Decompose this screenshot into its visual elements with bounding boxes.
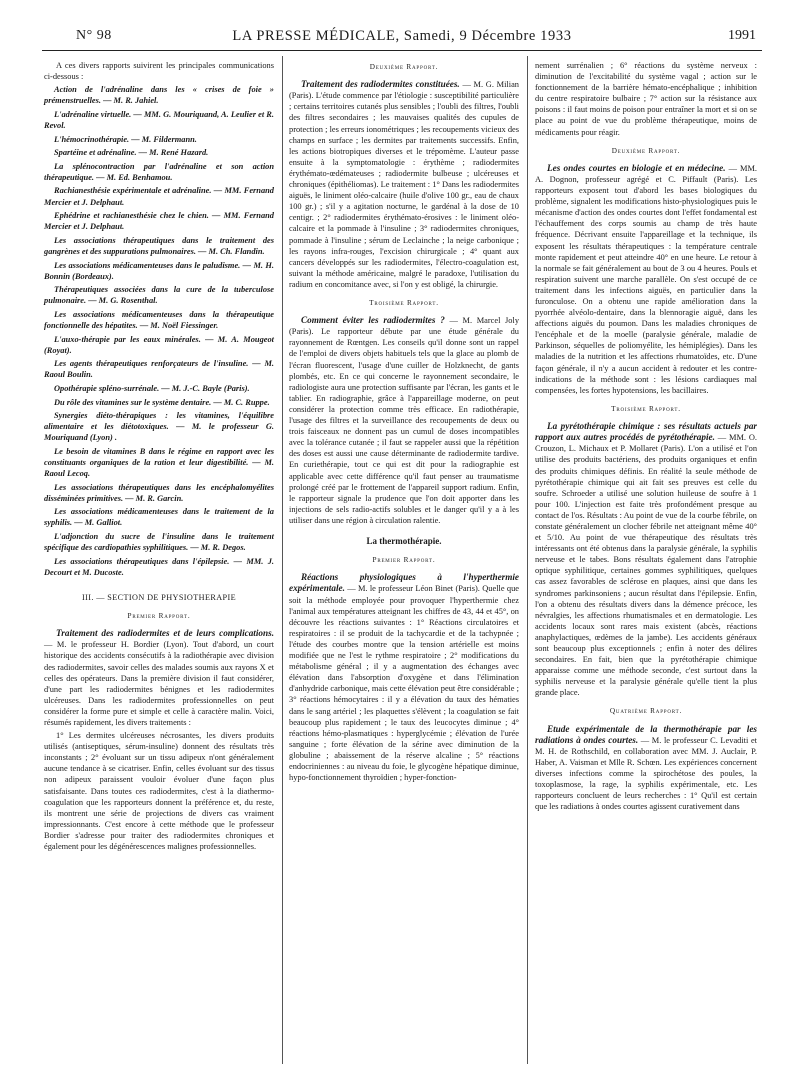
continued-paragraph: nement surrénalien ; 6° réactions du système nerveux : diminution de l'excitabilité du système vagal ; action sur le fonctionnement de la barrière hémato-encéphalique ; inhibition du centre respiratoire bulbaire ; 7° action sur la résistance aux poisons : il faut moins de poison pour entraîner la mort et si on se place au point de vue du problème thérapeutique, moins de médicaments pour réagir. <box>535 61 757 137</box>
list-item: Les associations thérapeutiques dans les encéphalomyélites disséminées primitives. — M. R. Garcin. <box>44 482 274 503</box>
report-heading: Troisième Rapport. <box>369 298 439 307</box>
issue-number: N° 98 <box>76 28 112 43</box>
list-item: Synergies diéto-thérapiques : les vitamines, l'équilibre alimentaire et les diétotoxiques. — M. le professeur G. Mouriquand (Lyon) . <box>44 411 274 443</box>
report-author: — M. Marcel Joly (Paris). <box>289 316 520 337</box>
header-rule <box>42 50 762 51</box>
report-author: — M. G. Milian (Paris). <box>289 80 519 101</box>
report-body: Tout d'abord, un court historique des accidents consécutifs à la radiothérapie avec division des radiodermites, savoir celles des malades soumis aux rayons X et celles des opérateurs. Dans la première division il faut considérer, d'une part les radiodermites bénignes et les radiodermites ulcéreuses. Dans les radiodermites professionnelles on peut considérer la forme pure et simple et celle à caractère malin. Voici, résumés rapidement, les divers traitements : <box>44 640 274 727</box>
report-title: Etude expérimentale de la thermothérapie par les radiations à ondes courtes. <box>535 723 757 745</box>
column-divider <box>527 56 528 1064</box>
list-item: Les associations médicamenteuses dans le paludisme. — M. H. Bonnin (Bordeaux). <box>44 260 274 281</box>
report-body: 1° Les dermites ulcéreuses nécrosantes, les divers produits utilisés (antiseptiques, sérum-insuline) donnent des résultats très inconstants ; 2° évoluant sur un tissu adipeux n'ont généralement aucune tendance à se cicatriser. Enfin, celles évoluant sur des tissus non adipeux paraissent vouloir évoluer d'une façon plus satisfaisante. Dans toutes ces radiodermites, c'est à la diathermo-coagulation que les rapporteurs donnent la préférence et, du reste, ils montrent une série de projections de divers cas vraiment impressionnants. C'est encore à cette méthode que le professeur Bordier s'adresse pour traiter des radiodermites chroniques et également pour les dégénérescences malignes professionnelles. <box>44 731 274 852</box>
report-heading: Deuxième Rapport. <box>611 146 681 155</box>
list-item: L'hémocrinothérapie. — M. Fildermann. <box>54 134 197 144</box>
report-title: Traitement des radiodermites et de leurs complications. <box>56 628 274 639</box>
report-heading: Premier Rapport. <box>372 556 436 565</box>
report-body: L'on a utilisé et l'on utilise des produits bactériens, des produits organiques et enfin des produits chimiques définis. En réalité la seule méthode de pyrétothérapie chimique qui ait fait ses preuves est celle du soufre. Schroeder a utilisé une solution huileuse de soufre à 1 pour 100. L'injection est faite très profondément presque au contact de l'os. Résultats : Au point de vue de la courbe fébrile, on constate généralement un clocher fébrile net atteignant même 40° et 5/10. Au point de vue thérapeutique des résultats très intéressants ont été obtenus dans la paralysie générale, la syphilis nerveuse et le tabes. Bons résultats également dans l'atrophie optique syphilitique, certaines gommes syphilitiques, quelques cas assez favorables de sclérose en plaques, ainsi que dans les syndromes parkinsoniens ; aucun résultat dans l'épilepsie. Enfin, l'on a obtenu des résultats divers dans la démence précoce, les névralgies, les affections rhumatismales et en dermatologie. Les accidents locaux sont rares mais existent (abcès, réactions anaphylactiques, œdèmes de la jambe). Les accidents généraux sont beaucoup plus exceptionnels ; enfin à noter des délires secondaires. En fait, bien que la pyrétothérapie chimique apparaisse comme une méthode seconde, c'est surtout dans la syphilis nerveuse et la paralysie générale qu'elle tient la plus grande place. <box>535 444 758 698</box>
column-2 <box>289 60 519 785</box>
list-item: Les associations thérapeutiques dans l'épilepsie. — MM. J. Decourt et M. Ducoste. <box>44 556 274 577</box>
report-body: Les expériences concernent diverses infections comme la spirochétose des poules, la toxoplasmose, la rage, la syphilis expérimentale, etc. Les rapporteurs concluent de leurs recherches : 1° Qu'il est certain que les radiations à ondes courtes agissent curativement dans <box>535 758 757 812</box>
report-author: — M. le professeur Léon Binet (Paris). <box>347 584 480 594</box>
communications-list <box>44 84 274 578</box>
journal-title: LA PRESSE MÉDICALE, Samedi, 9 Décembre 1933 <box>232 28 572 44</box>
list-item: Les associations médicamenteuses dans la thérapeutique fonctionnelle des hépatites. — M. Noël Fiessinger. <box>44 309 274 330</box>
list-item: Thérapeutiques associées dans la cure de la tuberculose pulmonaire. — M. G. Rosenthal. <box>44 285 274 306</box>
list-item: L'adrénaline virtuelle. — MM. G. Mouriquand, A. Leulier et R. Revol. <box>44 109 274 130</box>
list-item: Les associations médicamenteuses dans le traitement de la syphilis. — M. Galliot. <box>44 507 274 528</box>
report-title: Les ondes courtes en biologie et en médecine. <box>547 162 726 173</box>
report-title: Comment éviter les radiodermites ? <box>301 315 445 326</box>
list-item: Action de l'adrénaline dans les « crises de foie » prémenstruelles. — M. R. Jahiel. <box>44 85 274 106</box>
report-heading: Deuxième Rapport. <box>369 63 439 71</box>
report-body: Quelle que soit la méthode employée pour provoquer l'hyperthermie chez l'animal aux températures atteignant les chiffres de 43, 44 et 45°, on découvre les réactions suivantes : 1° Réactions circulatoires et respiratoires : il se produit de la tachycardie et de la tachypnée ; l'étude des courbes montre que la tension artérielle est moins modifiée que ne l'est le rythme respiratoire ; 2° modifications du métabolisme général ; il y a augmentation des échanges avec élévation dans l'absorption d'oxygène et dans l'élimination d'anhydride carbonique, mais cette élévation peut être considérable ; 3° réactions hémocytaires : il y a élévation du taux des hématies dans le sang artériel ; les plaquettes s'élèvent ; la coagulation se fait beaucoup plus rapidement ; le taux des leucocytes diminue ; 4° réactions hémo-plasmatiques : hyperglycémie ; élévation de l'urée sanguine ; forte élévation de la sérine avec diminution de la globuline ; abaissement de la réserve alcaline ; 5° réactions endocriniennes : au niveau du foie, le glycogène hépatique diminue, hypo-fonctionnement thyroïdien ; hyper-fonction- <box>289 584 520 783</box>
list-item: L'auxo-thérapie par les eaux minérales. — M. A. Mougeot (Royat). <box>44 334 274 355</box>
column-1 <box>44 60 274 854</box>
report-author: — MM. A. Dognon, professeur agrégé et C. Piffault (Paris). <box>535 163 758 184</box>
report-title: Réactions physiologiques à l'hyperthermie expérimentale. <box>289 572 519 594</box>
report-body: L'étude commence par l'étiologie : susceptibilité particulière ; certains territoires cutanés plus sensibles ; l'oubli des filtres, l'oubli des filtres secondaires ; les mauvaises qualités des cupules de protection ; les erreurs ionométriques ; les recoupements vicieux des champs en surface ; les dermites par traitements successifs. Enfin, les actions biotropiques diverses et le trépomème. L'auteur passe ensuite à la symptomatologie : érythème ; radiodermites érythémato-œdémateuses ; radiodermite bulbeuse ; ulcéreuses et chroniques (épithéliomas). Le traitement : 1° Dans les radiodermites aiguës, le liniment oléo-calcaire (huile d'olive 100 gr., eau de chaux 100 gr.) ; s'il y a agitation nocturne, le gardénal à la dose de 10 centigr. ; 2° radiodermites érythémato-érosives : le liniment oléo-calcaire et la pommade à l'insuline ; 3° radiodermites chroniques, pommade à l'insuline ; sérum de Leclainche ; la neige carbonique ; les rayons infra-rouges, l'excision chirurgicale ; 4° quant aux cancers développés sur les radiodermites, l'électro-coagulation est, suivant la méthode américaine, malgré le paradoxe, l'utilisation du radium en concomitance avec, si l'on y est obligé, la chirurgie. <box>289 91 519 289</box>
list-item: Les associations thérapeutiques dans le traitement des gangrènes et des suppurations pulmonaires. — M. Ch. Flandin. <box>44 235 274 256</box>
subsection-heading: La thermothérapie. <box>366 535 442 546</box>
report-body: Le rapporteur débute par une étude générale du rayonnement de Rœntgen. Les conseils qu'il donne sont un rappel de l'emploi de divers objets habituels tels que la glace au plomb de l'écran fluorescent, l'usage d'une cuiller de Holzknecht, de gants plombés, etc. En ce qui concerne le rayonnement secondaire, le radiologiste aura une protection suffisante par l'écran, les gants et le tablier. En radiographie, grâce à l'appareillage moderne, on peut considérer la protection comme très efficace. En radiothérapie, l'usage des filtres et la surveillance des recoupements de deux ou trois faisceaux ne donnent pas un cumul de doses incompatibles avec la tolérance cutanée ; il faut se rappeler aussi que la répétition des doses est aussi une cause déterminante de radiodermite tardive. En curiethérapie, tout ce qui est dit pour la radiographie est applicable avec cette différence qu'il faut penser au traumatisme prolongé créé par le frottement de l'appareil support radium. Enfin, le rapporteur signale la prudence que l'on doit apporter dans les injections de sels radio-actifs solubles et le danger qu'il y a à les utiliser dans une région à circulation ralentie. <box>289 327 519 525</box>
intro-paragraph: A ces divers rapports suivirent les principales communications ci-dessous : <box>44 61 274 82</box>
report-body: Les rapporteurs exposent tout d'abord les bases biologiques du problème, signalent les modifications histo-physiologiques puis le mécanisme d'action des ondes courtes dont l'effet fondamental est l'échauffement des corps soumis au champ de très haute fréquence. Décrivant ensuite l'appareillage et la technique, ils exposent les résultats thérapeutiques : la température centrale monte rapidement et peut atteindre 40° en une heure. Le retour à la normale se fait généralement au bout de 3 ou 4 heures. Pouls et respiration suivent une marche parallèle. On s'est occupé de ce traitement dans les infections aiguës, en particulier dans la furonculose. On a obtenu une rapide amélioration dans la pyorrhée alvéolo-dentaire, dans la blennoragie aiguë, dans les affections aiguës du poumon. Dans les maladies chroniques de l'encéphale et de la moelle (paralysie générale, maladie de Parkinson, séquelles de poliomyélite, les hémiplégies). Dans les maladies de la nutrition et les affections rhumatoïdes, etc. D'une façon générale, il n'y a aucun accident à redouter et les contre-indications de la méthode sont : les lésions cardiaques mal compensées, les fortes hypotensions, les bacillaires. <box>535 174 757 395</box>
section-heading: III. — SECTION DE PHYSIOTHERAPIE <box>81 592 237 602</box>
list-item: Ephédrine et rachianesthésie chez le chien. — MM. Fernand Mercier et J. Delphaut. <box>44 211 274 232</box>
list-item: Opothérapie spléno-surrénale. — M. J.-C. Bayle (Paris). <box>54 383 250 393</box>
report-heading: Premier Rapport. <box>127 612 191 621</box>
list-item: Le besoin de vitamines B dans le régime en rapport avec les constituants organiques de la ration et leur digestibilité. — M. Raoul Lecoq. <box>44 446 274 479</box>
report-heading: Quatrième Rapport. <box>609 707 683 716</box>
list-item: La splénocontraction par l'adrénaline et son action thérapeutique. — M. Ed. Benhamou. <box>44 161 274 182</box>
report-author: — M. le professeur C. Levaditi et M. H. de Rothschild, en collaboration avec MM. J. Auclair, P. Haber, A. Vaisman et Mlle R. Schœn. <box>535 735 757 768</box>
column-divider <box>282 56 283 1064</box>
page-header <box>42 22 762 52</box>
list-item: Du rôle des vitamines sur le système dentaire. — M. C. Ruppe. <box>54 397 270 407</box>
report-title: Traitement des radiodermites constituées. <box>301 79 460 90</box>
report-author: — M. le professeur H. Bordier (Lyon). <box>44 640 189 650</box>
report-title: La pyrétothérapie chimique : ses résultats actuels par rapport aux autres procédés de pyrétothérapie. <box>535 420 757 443</box>
list-item: Spartéine et adrénaline. — M. René Hazard. <box>54 148 209 158</box>
list-item: Rachianesthésie expérimentale et adrénaline. — MM. Fernand Mercier et J. Delphaut. <box>44 186 274 207</box>
list-item: L'adjonction du sucre de l'insuline dans le traitement spécifique des cardiopathies syphilitiques. — M. R. Degos. <box>44 532 274 553</box>
column-3 <box>535 60 757 815</box>
list-item: Les agents thérapeutiques renforçateurs de l'insuline. — M. Raoul Boulin. <box>44 359 274 380</box>
report-heading: Troisième Rapport. <box>611 404 681 413</box>
page-number: 1991 <box>728 28 756 43</box>
report-author: — MM. O. Crouzon, L. Michaux et P. Mollaret (Paris). <box>535 433 757 454</box>
